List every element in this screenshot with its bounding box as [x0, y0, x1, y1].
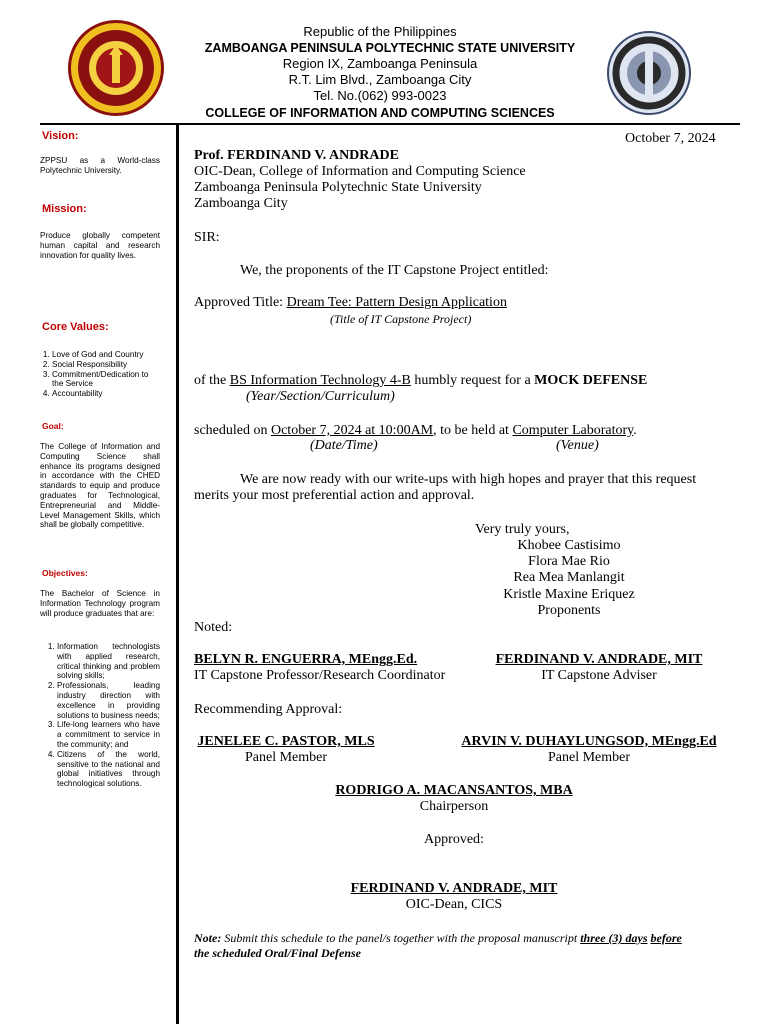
header-address: R.T. Lim Blvd., Zamboanga City	[288, 72, 472, 87]
mission-heading: Mission:	[42, 203, 87, 215]
complimentary-close: Very truly yours,	[475, 522, 570, 537]
course-mid: humbly request for a	[410, 373, 535, 388]
venue: Computer Laboratory	[512, 423, 634, 438]
note-label: Note:	[194, 931, 222, 945]
header-university: ZAMBOANGA PENINSULA POLYTECHNIC STATE UNIVERSITY	[204, 41, 576, 55]
proponent-name: Kristle Maxine Eriquez	[503, 587, 635, 602]
venue-caption: (Venue)	[556, 438, 599, 453]
proponent-name: Flora Mae Rio	[528, 554, 610, 569]
signatory-role: IT Capstone Professor/Research Coordinator	[194, 668, 446, 683]
note-before: before	[650, 931, 682, 945]
objective-item: 2. Professionals, leading industry direction with excellence in providing solutions to business needs;	[57, 681, 160, 720]
noted-label: Noted:	[194, 620, 233, 635]
intro-paragraph: We, the proponents of the IT Capstone Project entitled:	[240, 263, 549, 278]
proponents-label: Proponents	[537, 603, 601, 618]
defense-type: MOCK DEFENSE	[534, 373, 648, 388]
signatory-role: Chairperson	[419, 799, 489, 814]
approved-title-label: Approved Title:	[194, 295, 287, 310]
core-value-item: 4. Accountability	[52, 389, 160, 399]
vision-text: ZPPSU as a World-class Polytechnic University.	[40, 156, 160, 175]
signatory-name: FERDINAND V. ANDRADE, MIT	[495, 652, 703, 667]
course-pre: of the	[194, 373, 230, 388]
schedule-mid: , to be held at	[433, 423, 513, 438]
title-caption: (Title of IT Capstone Project)	[330, 312, 472, 326]
header-college: COLLEGE OF INFORMATION AND COMPUTING SCIENCES	[205, 106, 555, 120]
addressee-name: Prof. FERDINAND V. ANDRADE	[194, 148, 399, 163]
signatory-name: BELYN R. ENGUERRA, MEngg.Ed.	[194, 652, 418, 667]
letter-date: October 7, 2024	[625, 131, 716, 146]
goal-text: The College of Information and Computing Science shall enhance its programs designed in accordance with the CHED standards to equip and produce graduates for Technological, Entrepreneurial and Middle-Level Management Skills, which shall be globally competitive.	[40, 442, 160, 530]
objectives-text: The Bachelor of Science in Information Technology program will produce graduates that are:	[40, 589, 160, 618]
schedule-end: .	[633, 423, 637, 438]
addressee-line: Zamboanga Peninsula Polytechnic State University	[194, 180, 482, 195]
course-section: BS Information Technology 4-B	[229, 373, 411, 388]
salutation: SIR:	[194, 230, 220, 245]
note-line-end: the scheduled Oral/Final Defense	[194, 946, 361, 960]
proponent-name: Khobee Castisimo	[517, 538, 621, 553]
note-text: Submit this schedule to the panel/s together with the proposal manuscript	[221, 931, 581, 945]
recommending-label: Recommending Approval:	[194, 702, 343, 717]
core-value-item: 1. Love of God and Country	[52, 350, 160, 360]
note-days: three (3) days	[580, 931, 648, 945]
addressee-line: Zamboanga City	[194, 196, 288, 211]
signatory-name: JENELEE C. PASTOR, MLS	[197, 734, 375, 749]
objective-item: 1. Information technologists with applied research, critical thinking and problem solving skills;	[57, 642, 160, 681]
proponent-name: Rea Mea Manlangit	[513, 570, 625, 585]
approved-title-line	[194, 295, 507, 311]
vision-heading: Vision:	[42, 130, 79, 142]
course-caption: (Year/Section/Curriculum)	[246, 389, 395, 404]
closing-paragraph: We are now ready with our write-ups with high hopes and prayer that this request	[240, 472, 697, 487]
schedule-date: October 7, 2024 at 10:00AM	[270, 423, 434, 438]
core-values-list	[40, 350, 160, 399]
signatory-name: ARVIN V. DUHAYLUNGSOD, MEngg.Ed	[461, 734, 717, 749]
objectives-heading: Objectives:	[42, 568, 88, 578]
signatory-role: IT Capstone Adviser	[541, 668, 657, 683]
core-value-item: 2. Social Responsibility	[52, 360, 160, 370]
signatory-name: RODRIGO A. MACANSANTOS, MBA	[335, 783, 573, 798]
approved-label: Approved:	[424, 832, 484, 847]
date-caption: (Date/Time)	[310, 438, 378, 453]
signatory-role: Panel Member	[547, 750, 631, 765]
signatory-role: Panel Member	[244, 750, 328, 765]
mission-text: Produce globally competent human capital and research innovation for quality lives.	[40, 231, 160, 260]
goal-heading: Goal:	[42, 421, 64, 431]
core-value-item: 3. Commitment/Dedication to the Service	[52, 370, 160, 390]
signatory-role: OIC-Dean, CICS	[405, 897, 503, 912]
note-line	[194, 930, 682, 946]
objective-item: 3. Life-long learners who have a commitment to service in the community; and	[57, 720, 160, 749]
course-line	[194, 373, 647, 389]
addressee-line: OIC-Dean, College of Information and Computing Science	[194, 164, 526, 179]
objectives-list	[40, 642, 160, 789]
header-tel: Tel. No.(062) 993-0023	[313, 88, 447, 103]
seal-graphic	[71, 23, 161, 113]
sidebar-divider	[176, 125, 179, 1024]
approved-title: Dream Tee: Pattern Design Application	[286, 295, 507, 310]
schedule-line	[194, 423, 637, 439]
core-values-heading: Core Values:	[42, 321, 109, 333]
closing-paragraph-cont: merits your most preferential action and approval.	[194, 488, 475, 503]
header-region: Region IX, Zamboanga Peninsula	[282, 56, 478, 71]
signatory-name: FERDINAND V. ANDRADE, MIT	[350, 881, 558, 896]
objective-item: 4. Citizens of the world, sensitive to the national and global initiatives through technological solutions.	[57, 750, 160, 789]
header-rule	[40, 123, 740, 125]
header-country: Republic of the Philippines	[303, 24, 457, 39]
schedule-pre: scheduled on	[194, 423, 271, 438]
